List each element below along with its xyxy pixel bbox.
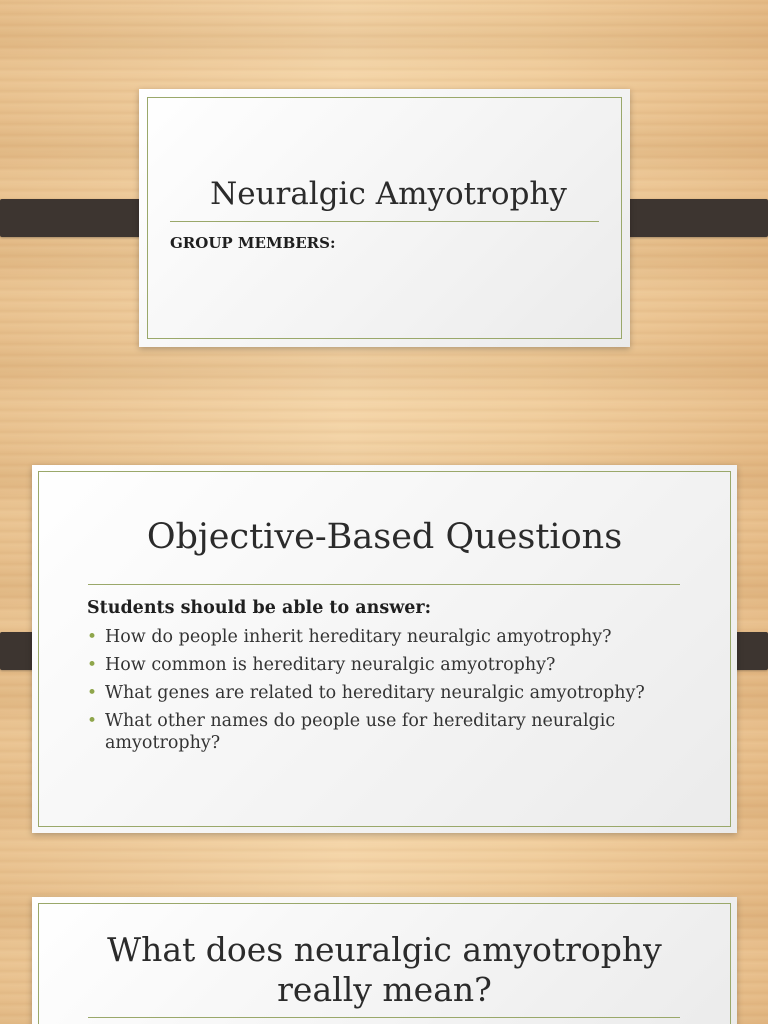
slide-1-title: Neuralgic Amyotrophy <box>210 176 567 212</box>
slide-3-title-rule <box>88 1017 680 1018</box>
slide-2 <box>32 465 737 833</box>
list-item: • How do people inherit hereditary neuralgic amyotrophy? <box>87 627 612 647</box>
list-item: • What other names do people use for hereditary neuralgic amyotrophy? <box>87 711 616 753</box>
slide-3 <box>32 897 737 1024</box>
slide-1-subtitle: GROUP MEMBERS: <box>170 234 336 252</box>
bullet-icon: • <box>87 655 98 675</box>
slide-1-frame <box>147 97 622 339</box>
slide-2-bullet-list <box>87 626 707 760</box>
list-item: • How common is hereditary neuralgic amyotrophy? <box>87 655 556 675</box>
bullet-icon: • <box>87 627 98 647</box>
slide-1 <box>139 89 630 347</box>
slide-3-title-line-1: What does neuralgic amyotrophy <box>107 930 662 969</box>
slide-1-left-band <box>0 199 155 237</box>
slide-2-title-rule <box>88 584 680 585</box>
slide-2-lead: Students should be able to answer: <box>87 598 432 618</box>
bullet-icon: • <box>87 711 98 731</box>
slide-1-title-rule <box>170 221 599 222</box>
slide-1-right-band <box>613 199 768 237</box>
slide-3-title-line-2: really mean? <box>277 970 492 1009</box>
bullet-icon: • <box>87 683 98 703</box>
slide-2-title: Objective-Based Questions <box>146 517 623 557</box>
list-item: • What genes are related to hereditary neuralgic amyotrophy? <box>87 683 645 703</box>
